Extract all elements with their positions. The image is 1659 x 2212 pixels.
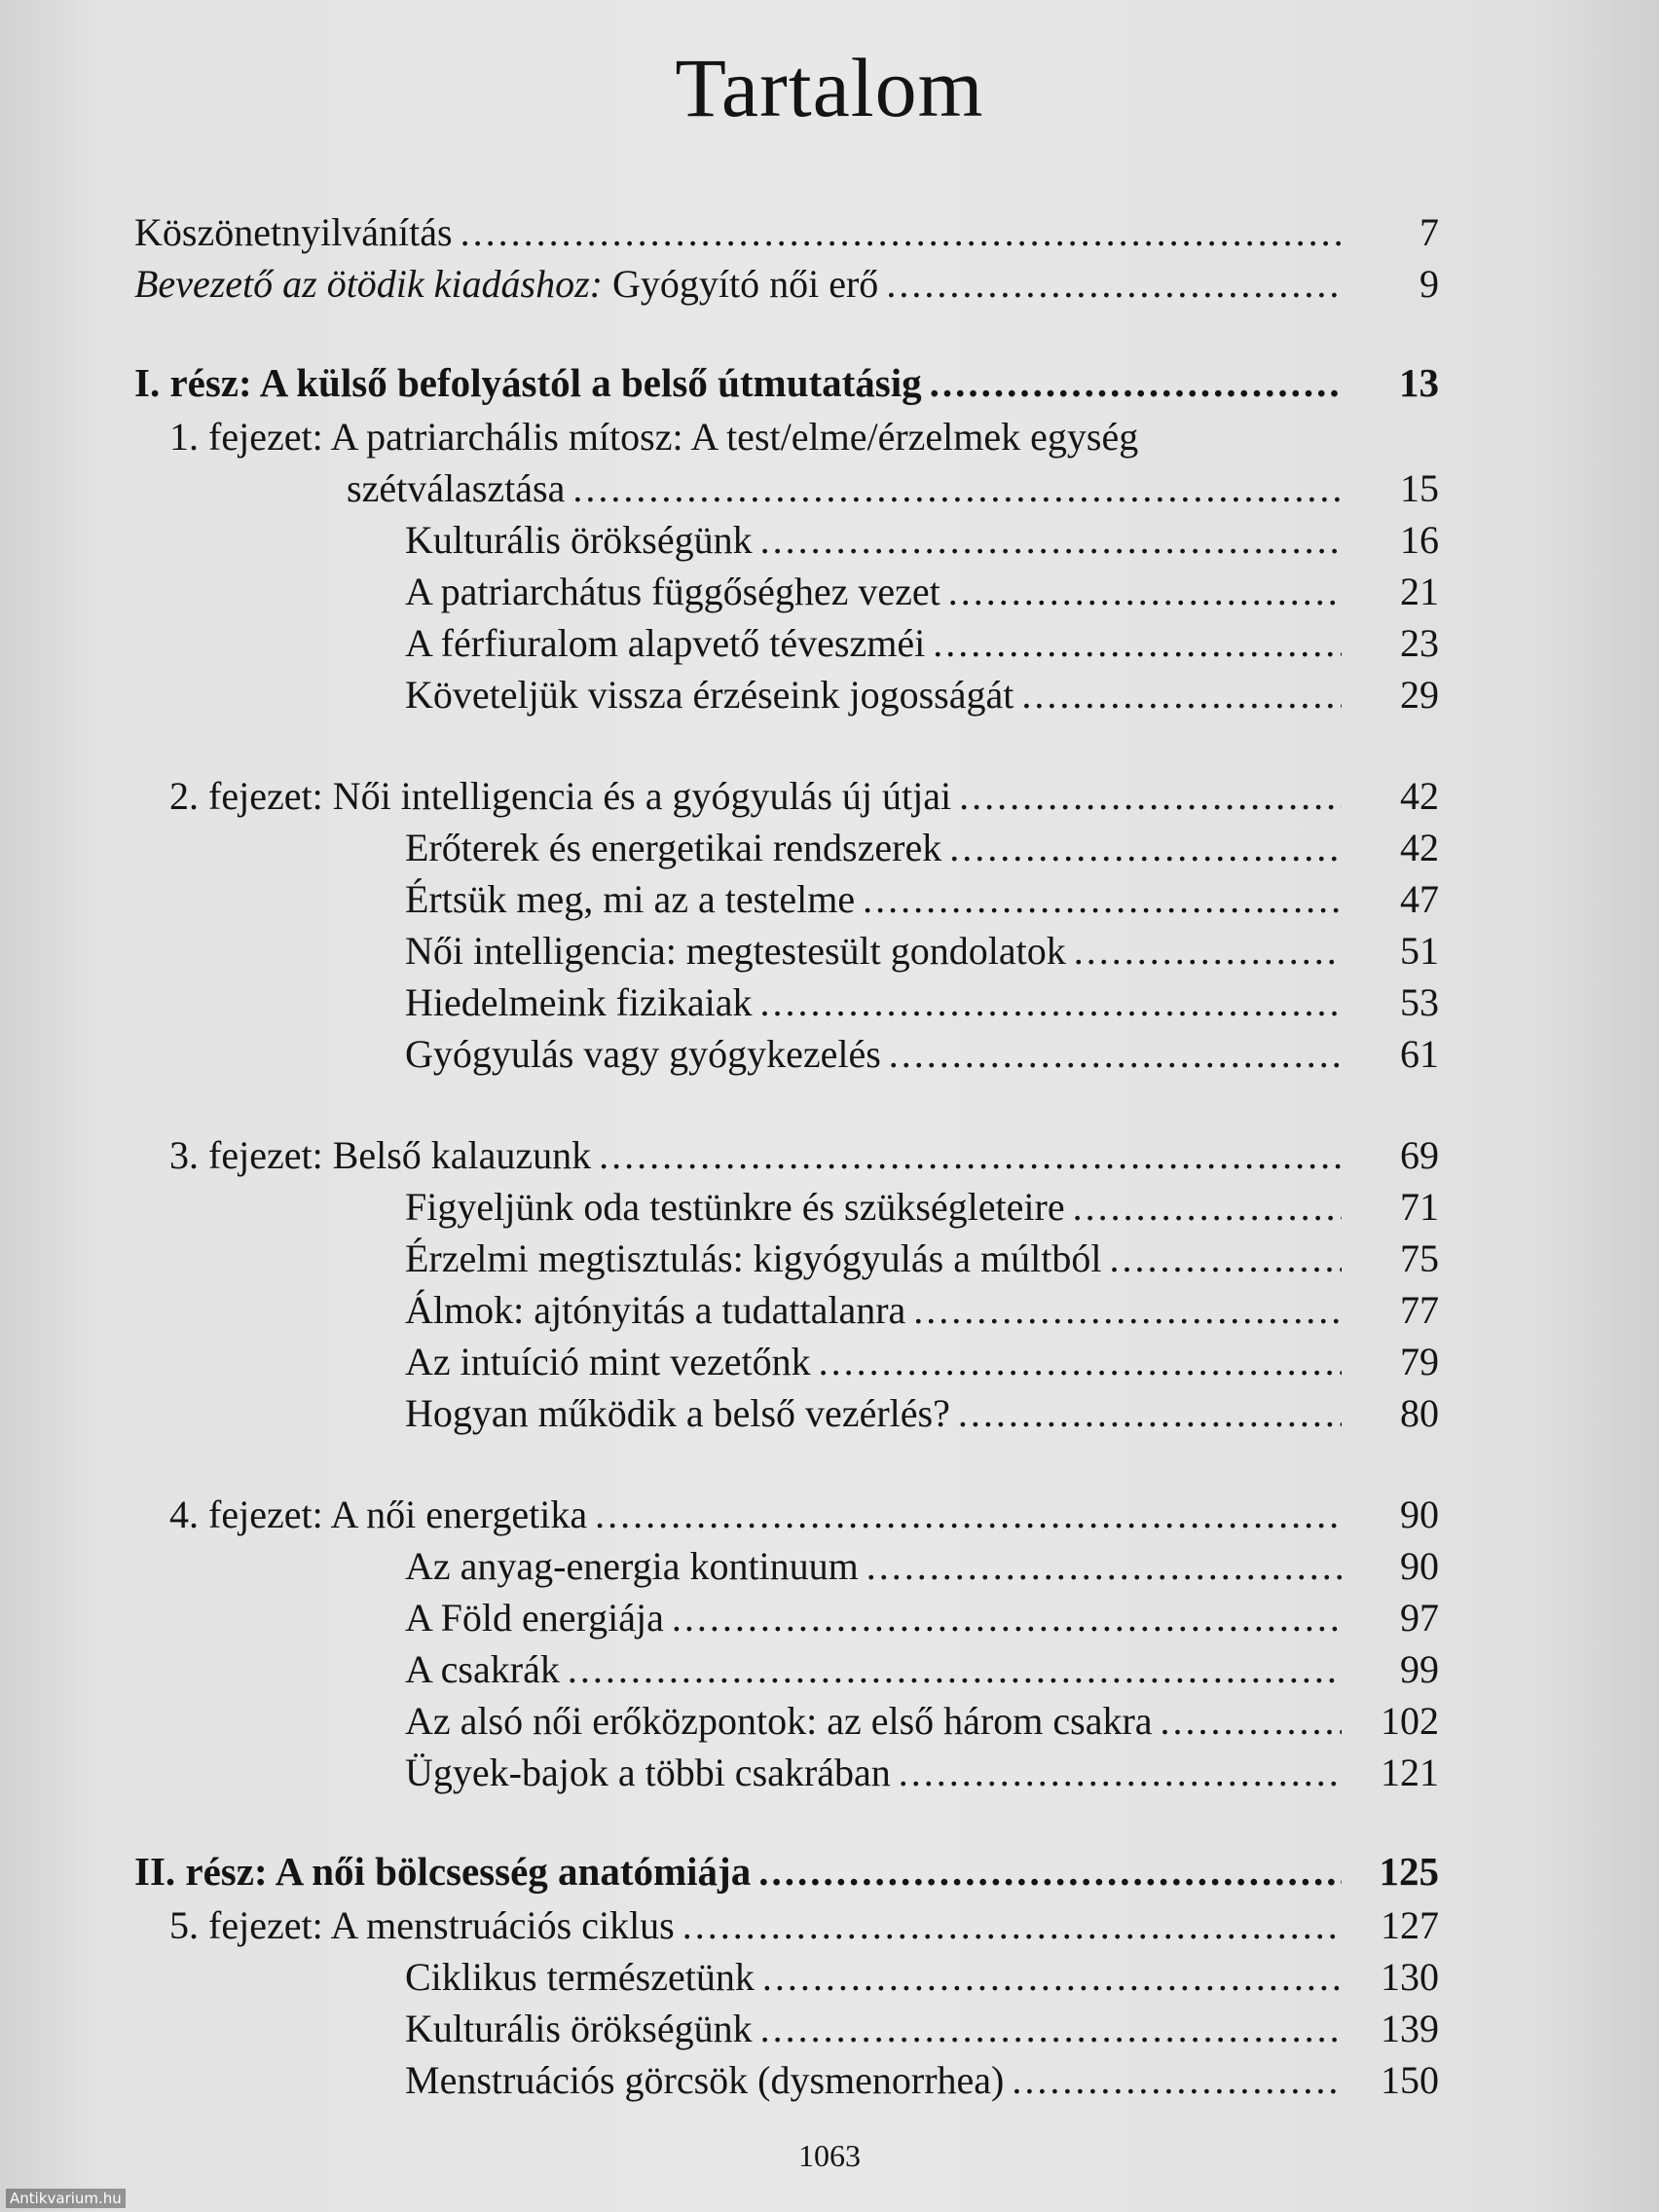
table-of-contents xyxy=(134,206,1439,2106)
dot-leader xyxy=(595,1489,1342,1540)
dot-leader xyxy=(1109,1233,1342,1284)
chapter-label: 2. fejezet: Női intelligencia és a gyógyulás új útjai xyxy=(169,774,952,818)
toc-section: Női intelligencia: megtestesült gondolatok ..... 51 xyxy=(134,925,1439,977)
page-title: Tartalom xyxy=(675,41,984,134)
toc-section: Menstruációs görcsök (dysmenorrhea) ..... 150 xyxy=(134,2054,1439,2106)
dot-leader xyxy=(913,1284,1342,1336)
toc-section: Kulturális örökségünk ..... 16 xyxy=(134,514,1439,566)
dot-leader xyxy=(886,258,1342,310)
dot-leader xyxy=(572,462,1342,514)
dot-leader xyxy=(599,1129,1342,1181)
entry-page: 9 xyxy=(1419,262,1439,306)
dot-leader xyxy=(1074,925,1342,977)
entry-page: 7 xyxy=(1419,210,1439,254)
chapter-page: 127 xyxy=(1381,1903,1439,1947)
toc-section: Erőterek és energetikai rendszerek ..... 42 xyxy=(134,822,1439,873)
toc-section: Ciklikus természetünk ..... 130 xyxy=(134,1951,1439,2003)
chapter-page: 15 xyxy=(1400,466,1439,510)
toc-part-heading xyxy=(134,354,1439,411)
toc-chapter xyxy=(134,1489,1439,1540)
toc-section: Hiedelmeink fizikaiak ..... 53 xyxy=(134,977,1439,1028)
dot-leader xyxy=(760,977,1342,1028)
entry-label: Bevezető az ötödik kiadáshoz: Gyógyító női erő xyxy=(134,262,879,306)
toc-section: Követeljük vissza érzéseink jogosságát ..... 29 xyxy=(134,669,1439,720)
toc-section: Érzelmi megtisztulás: kigyógyulás a múltból ..... 75 xyxy=(134,1233,1439,1284)
dot-leader xyxy=(949,822,1342,873)
part-label: I. rész: A külső befolyástól a belső útmutatásig xyxy=(134,360,922,405)
dot-leader xyxy=(760,514,1342,566)
dot-leader xyxy=(1161,1695,1342,1747)
dot-leader xyxy=(958,1387,1342,1439)
toc-section: Kulturális örökségünk ..... 139 xyxy=(134,2003,1439,2054)
toc-section: Gyógyulás vagy gyógykezelés ..... 61 xyxy=(134,1028,1439,1080)
chapter-page: 90 xyxy=(1400,1493,1439,1536)
dot-leader xyxy=(889,1028,1342,1080)
part-page: 13 xyxy=(1399,360,1439,405)
toc-entry xyxy=(134,206,1439,258)
toc-section: A férfiuralom alapvető téveszméi ..... 23 xyxy=(134,617,1439,669)
dot-leader xyxy=(682,1899,1342,1951)
dot-leader xyxy=(930,354,1342,411)
dot-leader xyxy=(672,1592,1342,1643)
toc-section: Figyeljünk oda testünkre és szükségleteire ..... 71 xyxy=(134,1181,1439,1233)
chapter-page: 69 xyxy=(1400,1133,1439,1177)
chapter-label: szétválasztása xyxy=(347,466,566,510)
toc-section: Az intuíció mint vezetőnk ..... 79 xyxy=(134,1336,1439,1387)
toc-entry xyxy=(134,258,1439,310)
toc-chapter xyxy=(134,462,1439,514)
toc-section: Ügyek-bajok a többi csakrában ..... 121 xyxy=(134,1747,1439,1798)
dot-leader xyxy=(899,1747,1342,1798)
toc-chapter xyxy=(134,770,1439,822)
dot-leader xyxy=(1012,2054,1342,2106)
chapter-heading-line: 1. fejezet: A patriarchális mítosz: A test/elme/érzelmek egység xyxy=(169,415,1139,459)
dot-leader xyxy=(866,1540,1342,1592)
dot-leader xyxy=(568,1643,1342,1695)
part-page: 125 xyxy=(1379,1849,1439,1894)
dot-leader xyxy=(758,1843,1342,1899)
toc-part-heading xyxy=(134,1843,1439,1899)
dot-leader xyxy=(948,566,1342,617)
entry-label: Köszönetnyilvánítás xyxy=(134,210,453,254)
page-number: 1063 xyxy=(798,2138,861,2173)
toc-section: Álmok: ajtónyitás a tudattalanra ..... 77 xyxy=(134,1284,1439,1336)
toc-section: Az anyag-energia kontinuum ..... 90 xyxy=(134,1540,1439,1592)
chapter-page: 42 xyxy=(1400,774,1439,818)
dot-leader xyxy=(863,873,1342,925)
dot-leader xyxy=(1073,1181,1342,1233)
toc-section: Hogyan működik a belső vezérlés? ..... 80 xyxy=(134,1387,1439,1439)
part-label: II. rész: A női bölcsesség anatómiája xyxy=(134,1849,752,1894)
dot-leader xyxy=(1021,669,1342,720)
dot-leader xyxy=(933,617,1342,669)
chapter-label: 3. fejezet: Belső kalauzunk xyxy=(169,1133,592,1177)
toc-chapter xyxy=(134,1899,1439,1951)
dot-leader xyxy=(461,206,1342,258)
toc-chapter xyxy=(134,1129,1439,1181)
dot-leader xyxy=(819,1336,1342,1387)
dot-leader xyxy=(762,1951,1342,2003)
toc-section: A Föld energiája ..... 97 xyxy=(134,1592,1439,1643)
toc-section: Értsük meg, mi az a testelme ..... 47 xyxy=(134,873,1439,925)
watermark: Antikvarium.hu xyxy=(6,2189,126,2208)
toc-section: A patriarchátus függőséghez vezet ..... 21 xyxy=(134,566,1439,617)
toc-section: A csakrák ..... 99 xyxy=(134,1643,1439,1695)
dot-leader xyxy=(760,2003,1342,2054)
chapter-label: 4. fejezet: A női energetika xyxy=(169,1493,588,1536)
chapter-label: 5. fejezet: A menstruációs ciklus xyxy=(169,1903,675,1947)
dot-leader xyxy=(959,770,1342,822)
toc-section: Az alsó női erőközpontok: az első három csakra ..... 102 xyxy=(134,1695,1439,1747)
